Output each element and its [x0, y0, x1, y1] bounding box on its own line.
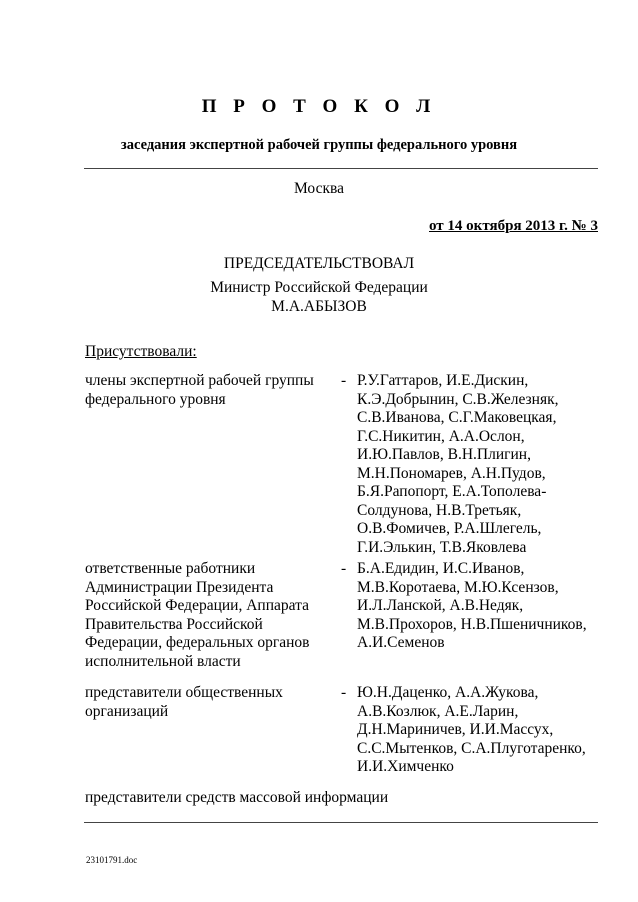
names-line: А.В.Козлюк, А.Е.Ларин,: [357, 702, 519, 720]
footer-divider: [84, 822, 598, 823]
group-category: [85, 684, 325, 721]
group-names: [357, 372, 607, 557]
group-names: [357, 560, 607, 653]
chair-heading: ПРЕДСЕДАТЕЛЬСТВОВАЛ: [223, 255, 415, 272]
category-line: Федерации, федеральных органов: [85, 634, 310, 651]
names-line: С.В.Иванова, С.Г.Маковецкая,: [357, 409, 557, 426]
chair-position: Министр Российской Федерации: [210, 279, 428, 296]
document-title: П Р О Т О К О Л: [201, 96, 437, 117]
names-line: Ю.Н.Даценко, А.А.Жукова,: [357, 684, 539, 701]
media-representatives: представители средств массовой информации: [85, 789, 389, 806]
names-line: И.И.Химченко: [357, 758, 454, 775]
names-line: Г.С.Никитин, А.А.Ослон,: [357, 427, 525, 445]
document-subtitle: заседания экспертной рабочей группы федерального уровня: [120, 137, 518, 153]
group-dash: -: [341, 560, 347, 577]
group-category: [85, 560, 325, 671]
category-line: организаций: [85, 702, 169, 720]
group-names: [357, 684, 607, 777]
category-line: Российской Федерации, Аппарата: [85, 597, 309, 614]
category-line: Правительства Российской: [85, 615, 263, 633]
category-line: Администрации Президента: [85, 578, 274, 596]
chair-name: М.А.АБЫЗОВ: [271, 298, 367, 315]
footer-filename: 23101791.doc: [86, 855, 138, 865]
names-line: И.Ю.Павлов, В.Н.Плигин,: [357, 446, 531, 463]
names-line: М.Н.Пономарев, А.Н.Пудов,: [357, 464, 546, 482]
category-line: федерального уровня: [85, 390, 226, 408]
names-line: И.Л.Ланской, А.В.Недяк,: [357, 597, 524, 614]
category-line: представители общественных: [85, 684, 283, 701]
category-line: члены экспертной рабочей группы: [85, 372, 314, 389]
city: Москва: [294, 180, 344, 197]
names-line: Р.У.Гаттаров, И.Е.Дискин,: [357, 372, 529, 389]
attendance-heading: Присутствовали:: [85, 343, 197, 360]
names-line: Солдунова, Н.В.Третьяк,: [357, 501, 522, 519]
names-line: М.В.Коротаева, М.Ю.Ксензов,: [357, 578, 559, 596]
header-divider: [84, 168, 598, 169]
group-dash: -: [341, 372, 347, 389]
category-line: исполнительной власти: [85, 652, 241, 670]
names-line: А.И.Семенов: [357, 634, 445, 651]
protocol-date: от 14 октября 2013 г. № 3: [429, 218, 598, 234]
group-dash: -: [341, 684, 347, 701]
names-line: Б.Я.Рапопорт, Е.А.Тополева-: [357, 483, 547, 500]
names-line: Б.А.Едидин, И.С.Иванов,: [357, 560, 525, 577]
names-line: К.Э.Добрынин, С.В.Железняк,: [357, 390, 559, 408]
group-category: [85, 372, 325, 409]
names-line: М.В.Прохоров, Н.В.Пшеничников,: [357, 615, 587, 633]
names-line: Д.Н.Мариничев, И.И.Массух,: [357, 721, 554, 738]
category-line: ответственные работники: [85, 560, 256, 577]
names-line: О.В.Фомичев, Р.А.Шлегель,: [357, 520, 542, 537]
names-line: Г.И.Элькин, Т.В.Яковлева: [357, 538, 527, 556]
names-line: С.С.Мытенков, С.А.Плуготаренко,: [357, 739, 586, 757]
